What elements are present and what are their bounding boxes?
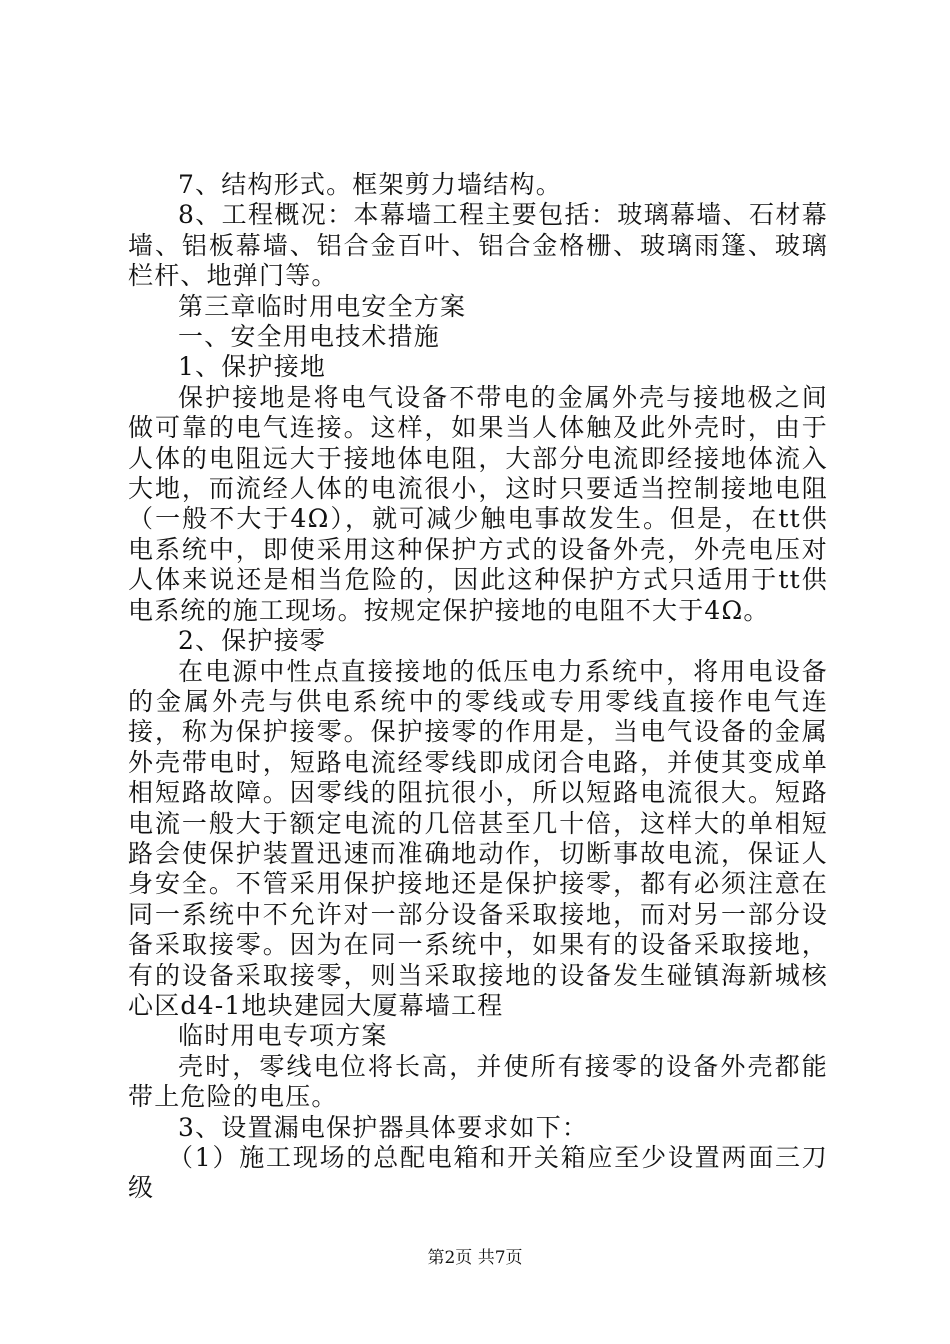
subsection-heading-leakage: 3、设置漏电保护器具体要求如下： [178,1112,589,1142]
paragraph-neutral: 在电源中性点直接接地的低压电力系统中，将用电设备的金属外壳与供电系统中的零线或专用零线直接作电气连接，称为保护接零。保护接零的作用是，当电气设备的金属外壳带电时，短路电流经零线即成闭合电路，并使其变成单相短路故障。因零线的阻抗很小，所以短路电流很大。短路电流一般大于额定电流的几倍甚至几十倍，这样大的单相短路会使保护装置迅速而准确地动作，切断事故电流，保证人身安全。不管采用保护接地还是保护接零，都有必须注意在同一系统中不允许对一部分设备采取接地，而对另一部分设备采取接零。因为在同一系统中，如果有的设备采取接地，有的设备采取接零，则当采取接地的设备发生碰镇海新城核心区d4-1地块建园大厦幕墙工程 [128,656,828,1020]
subsection-heading-neutral: 2、保护接零 [178,626,327,656]
section-heading: 一、安全用电技术措施 [178,322,441,352]
paragraph-plan-title: 临时用电专项方案 [178,1021,388,1051]
page-footer: 第2页 共7页 [427,1248,523,1268]
document-body [128,170,828,1204]
list-item-1: （1）施工现场的总配电箱和开关箱应至少设置两面三刀级 [128,1143,828,1203]
paragraph-project-overview: 8、工程概况：本幕墙工程主要包括：玻璃幕墙、石材幕墙、铝板幕墙、铝合金百叶、铝合金格栅、玻璃雨篷、玻璃栏杆、地弹门等。 [128,200,828,291]
paragraph-grounding: 保护接地是将电气设备不带电的金属外壳与接地极之间做可靠的电气连接。这样，如果当人体触及此外壳时，由于人体的电阻远大于接地体电阻，大部分电流即经接地体流入大地，而流经人体的电流很小，这时只要适当控制接地电阻（一般不大于4Ω），就可减少触电事故发生。但是，在tt供电系统中，即使采用这种保护方式的设备外壳，外壳电压对人体来说还是相当危险的，因此这种保护方式只适用于tt供电系统的施工现场。按规定保护接地的电阻不大于4Ω。 [128,382,828,625]
subsection-heading-grounding: 1、保护接地 [178,352,327,382]
chapter-heading: 第三章临时用电安全方案 [178,291,467,321]
paragraph-structure-form: 7、结构形式。框架剪力墙结构。 [178,170,562,199]
paragraph-continuation: 壳时，零线电位将长高，并使所有接零的设备外壳都能带上危险的电压。 [128,1051,828,1112]
